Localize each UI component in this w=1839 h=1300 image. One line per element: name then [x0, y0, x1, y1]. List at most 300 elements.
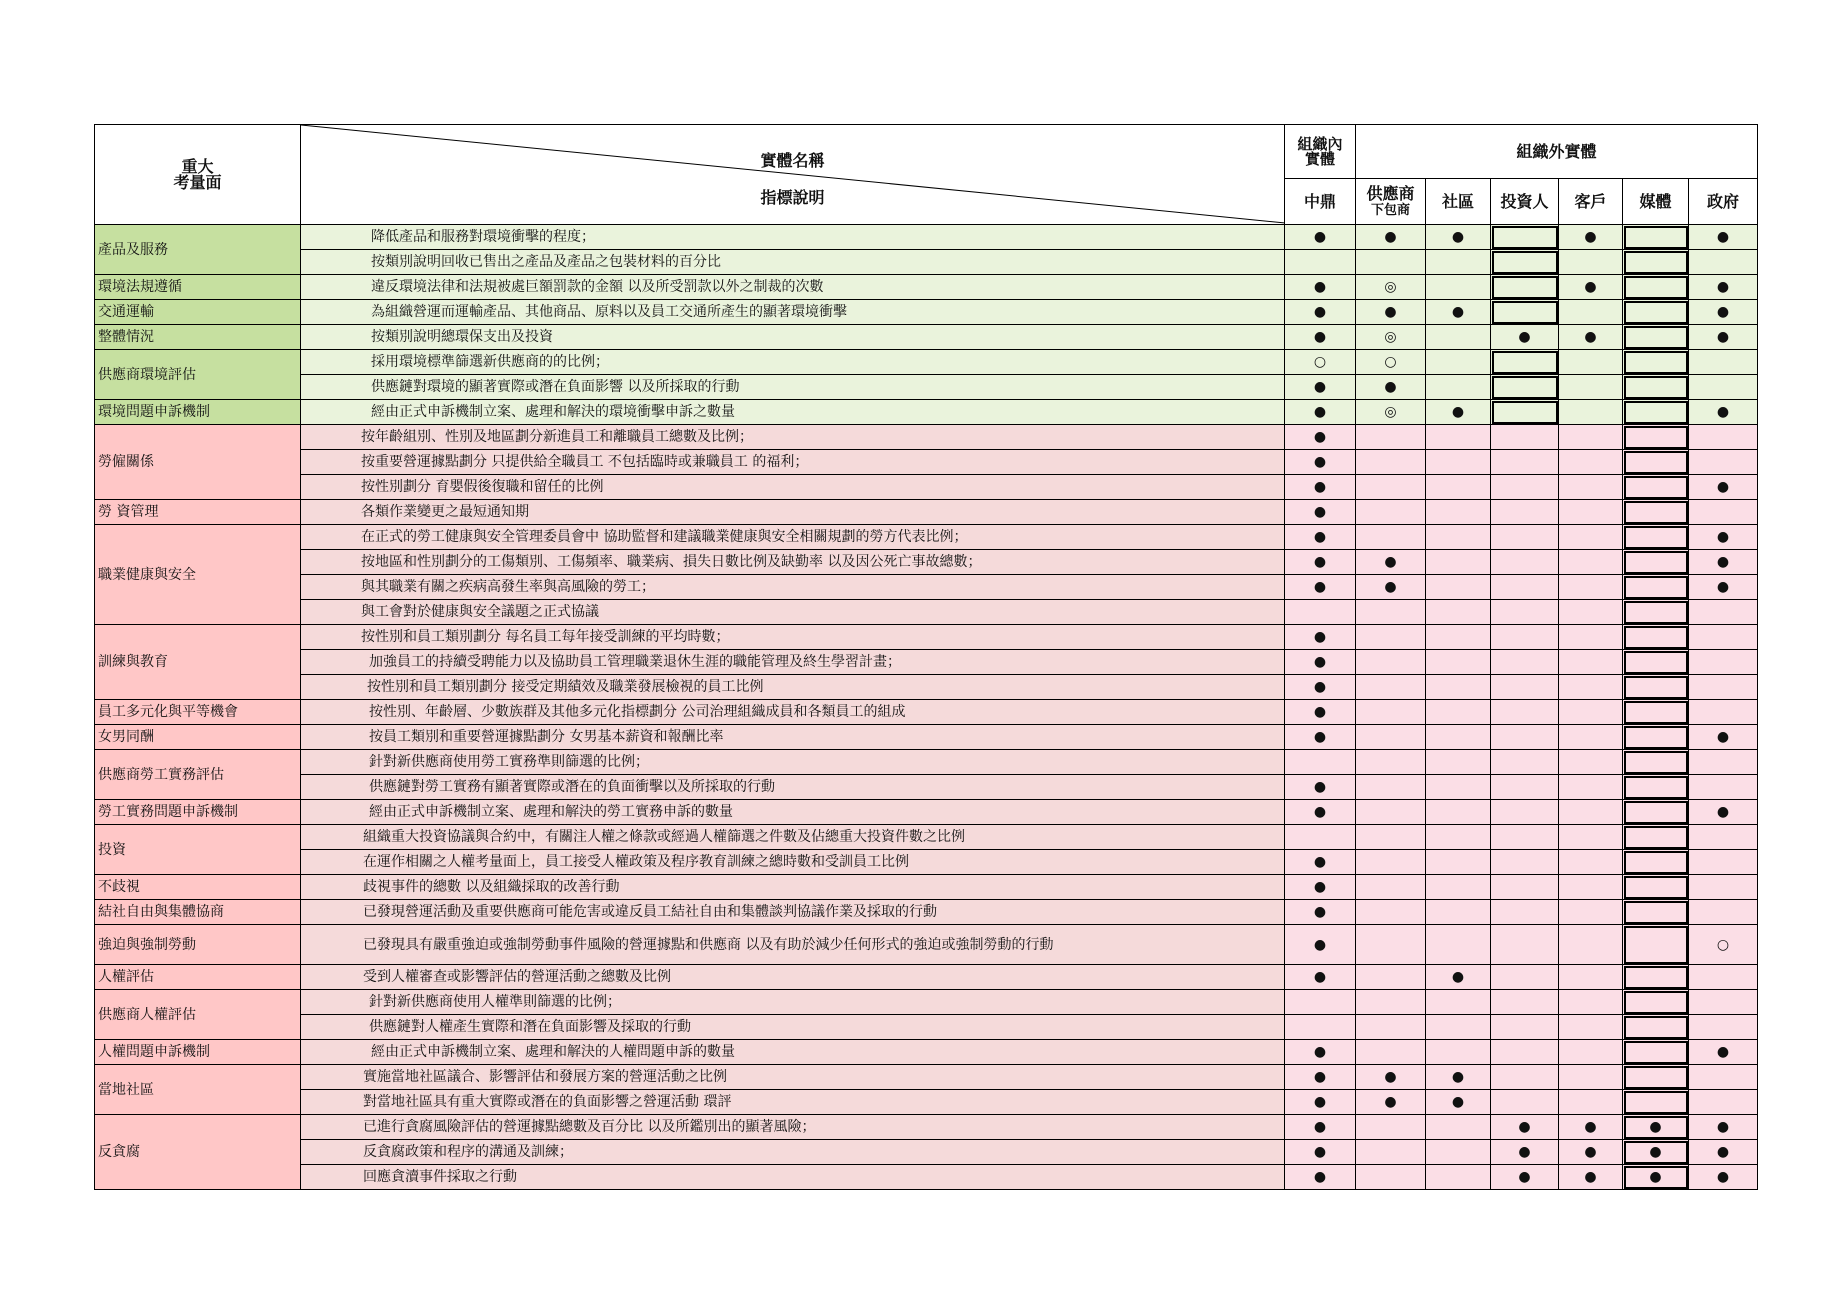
- mark-cell: [1689, 675, 1758, 700]
- mark-cell: [1559, 425, 1623, 450]
- mark-cell: ●: [1426, 1065, 1491, 1090]
- indicator-cell: 經由正式申訴機制立案、處理和解決的勞工實務申訴的數量: [301, 800, 1285, 825]
- mark-cell: [1689, 625, 1758, 650]
- mark-cell: [1623, 775, 1689, 800]
- mark-cell: [1623, 375, 1689, 400]
- table-row: [95, 225, 1758, 250]
- mark-cell: [1623, 700, 1689, 725]
- mark-cell: [1559, 875, 1623, 900]
- mark-cell: [1689, 425, 1758, 450]
- mark-cell: ◎: [1356, 325, 1426, 350]
- aspect-cell: 投資: [95, 825, 301, 875]
- indicator-cell: 歧視事件的總數 以及組織採取的改善行動: [301, 875, 1285, 900]
- indicator-cell: 各類作業變更之最短通知期: [301, 500, 1285, 525]
- mark-cell: [1689, 850, 1758, 875]
- mark-cell: [1623, 650, 1689, 675]
- mark-cell: [1356, 500, 1426, 525]
- mark-cell: [1491, 475, 1559, 500]
- mark-cell: [1491, 450, 1559, 475]
- table-row: [95, 1065, 1758, 1090]
- mark-cell: [1559, 550, 1623, 575]
- mark-cell: [1426, 625, 1491, 650]
- mark-cell: [1689, 450, 1758, 475]
- col-header-government: 政府: [1689, 179, 1758, 225]
- mark-cell: [1426, 375, 1491, 400]
- mark-cell: [1559, 625, 1623, 650]
- indicator-cell: 為組織營運而運輸產品、其他商品、原料以及員工交通所產生的顯著環境衝擊: [301, 300, 1285, 325]
- mark-cell: [1356, 650, 1426, 675]
- mark-cell: [1356, 1015, 1426, 1040]
- mark-cell: ●: [1491, 1165, 1559, 1190]
- mark-cell: ●: [1285, 400, 1356, 425]
- mark-cell: [1491, 750, 1559, 775]
- table-row: [95, 450, 1758, 475]
- mark-cell: [1285, 750, 1356, 775]
- aspect-cell: 不歧視: [95, 875, 301, 900]
- mark-cell: ●: [1623, 1165, 1689, 1190]
- mark-cell: [1623, 275, 1689, 300]
- mark-cell: [1623, 600, 1689, 625]
- table-row: [95, 250, 1758, 275]
- indicator-cell: 與工會對於健康與安全議題之正式協議: [301, 600, 1285, 625]
- mark-cell: [1491, 925, 1559, 965]
- table-row: [95, 400, 1758, 425]
- mark-cell: ●: [1285, 1140, 1356, 1165]
- mark-cell: [1491, 775, 1559, 800]
- mark-cell: [1426, 1140, 1491, 1165]
- indicator-cell: 在正式的勞工健康與安全管理委員會中 協助監督和建議職業健康與安全相關規劃的勞方代表比例；: [301, 525, 1285, 550]
- mark-cell: [1426, 250, 1491, 275]
- table-row: [95, 600, 1758, 625]
- mark-cell: ●: [1285, 275, 1356, 300]
- aspect-cell: 環境問題申訴機制: [95, 400, 301, 425]
- table-row: [95, 1115, 1758, 1140]
- mark-cell: [1491, 990, 1559, 1015]
- mark-cell: [1491, 625, 1559, 650]
- mark-cell: ●: [1285, 450, 1356, 475]
- col-header-supplier: [1356, 179, 1426, 225]
- mark-cell: [1426, 1165, 1491, 1190]
- table-row: [95, 925, 1758, 965]
- mark-cell: ●: [1689, 550, 1758, 575]
- mark-cell: ●: [1689, 225, 1758, 250]
- mark-cell: [1689, 750, 1758, 775]
- indicator-cell: 實施當地社區議合、影響評估和發展方案的營運活動之比例: [301, 1065, 1285, 1090]
- aspect-cell: 供應商勞工實務評估: [95, 750, 301, 800]
- mark-cell: ●: [1689, 275, 1758, 300]
- mark-cell: [1623, 850, 1689, 875]
- mark-cell: [1426, 1015, 1491, 1040]
- mark-cell: ●: [1689, 325, 1758, 350]
- mark-cell: ●: [1285, 575, 1356, 600]
- mark-cell: ●: [1356, 575, 1426, 600]
- mark-cell: [1356, 850, 1426, 875]
- mark-cell: [1689, 965, 1758, 990]
- table-row: [95, 775, 1758, 800]
- mark-cell: ●: [1285, 900, 1356, 925]
- aspect-cell: 供應商人權評估: [95, 990, 301, 1040]
- table-row: [95, 525, 1758, 550]
- mark-cell: [1491, 875, 1559, 900]
- mark-cell: [1426, 425, 1491, 450]
- table-row: [95, 1040, 1758, 1065]
- indicator-cell: 按性別和員工類別劃分 每名員工每年接受訓練的平均時數；: [301, 625, 1285, 650]
- mark-cell: ●: [1285, 675, 1356, 700]
- mark-cell: [1491, 1065, 1559, 1090]
- mark-cell: [1356, 1040, 1426, 1065]
- mark-cell: [1491, 225, 1559, 250]
- indicator-cell: 受到人權審查或影響評估的營運活動之總數及比例: [301, 965, 1285, 990]
- mark-cell: ●: [1426, 1090, 1491, 1115]
- mark-cell: ●: [1356, 1065, 1426, 1090]
- mark-cell: [1491, 700, 1559, 725]
- external-entity-header: 組織外實體: [1356, 125, 1758, 179]
- mark-cell: [1356, 250, 1426, 275]
- mark-cell: [1623, 225, 1689, 250]
- mark-cell: [1491, 250, 1559, 275]
- mark-cell: ●: [1285, 325, 1356, 350]
- aspect-cell: 人權評估: [95, 965, 301, 990]
- mark-cell: [1426, 750, 1491, 775]
- table-row: [95, 275, 1758, 300]
- mark-cell: [1426, 475, 1491, 500]
- table-row: [95, 725, 1758, 750]
- indicator-cell: 已發現營運活動及重要供應商可能危害或違反員工結社自由和集體談判協議作業及採取的行動: [301, 900, 1285, 925]
- mark-cell: [1559, 525, 1623, 550]
- mark-cell: [1623, 800, 1689, 825]
- mark-cell: [1491, 525, 1559, 550]
- table-row: [95, 875, 1758, 900]
- aspect-cell: 產品及服務: [95, 225, 301, 275]
- aspect-header-line1: 重大: [181, 156, 214, 176]
- mark-cell: [1426, 600, 1491, 625]
- mark-cell: [1689, 700, 1758, 725]
- mark-cell: ●: [1559, 1115, 1623, 1140]
- indicator-cell: 在運作相關之人權考量面上，員工接受人權政策及程序教育訓練之總時數和受訓員工比例: [301, 850, 1285, 875]
- mark-cell: [1559, 750, 1623, 775]
- mark-cell: [1356, 1140, 1426, 1165]
- table-row: [95, 350, 1758, 375]
- mark-cell: [1623, 1015, 1689, 1040]
- mark-cell: ●: [1285, 500, 1356, 525]
- mark-cell: [1623, 575, 1689, 600]
- mark-cell: [1356, 475, 1426, 500]
- mark-cell: [1356, 750, 1426, 775]
- mark-cell: [1559, 350, 1623, 375]
- table-row: [95, 625, 1758, 650]
- table-row: [95, 990, 1758, 1015]
- mark-cell: ●: [1356, 550, 1426, 575]
- mark-cell: ●: [1285, 875, 1356, 900]
- aspect-cell: 女男同酬: [95, 725, 301, 750]
- mark-cell: [1559, 925, 1623, 965]
- aspect-cell: 交通運輸: [95, 300, 301, 325]
- mark-cell: [1689, 350, 1758, 375]
- mark-cell: [1356, 525, 1426, 550]
- mark-cell: [1491, 575, 1559, 600]
- mark-cell: [1559, 825, 1623, 850]
- mark-cell: [1426, 350, 1491, 375]
- mark-cell: ●: [1285, 650, 1356, 675]
- col-header-investor: 投資人: [1491, 179, 1559, 225]
- mark-cell: [1491, 600, 1559, 625]
- indicator-cell: 按員工類別和重要營運據點劃分 女男基本薪資和報酬比率: [301, 725, 1285, 750]
- mark-cell: [1491, 400, 1559, 425]
- entity-name-label: 實體名稱: [760, 151, 825, 170]
- table-row: [95, 1165, 1758, 1190]
- diagonal-header: [301, 125, 1285, 225]
- mark-cell: [1559, 775, 1623, 800]
- mark-cell: [1491, 1040, 1559, 1065]
- table-row: [95, 965, 1758, 990]
- mark-cell: ●: [1285, 1115, 1356, 1140]
- mark-cell: [1491, 550, 1559, 575]
- aspect-header-line2: 考量面: [173, 172, 222, 192]
- supplier-label: 供應商: [1366, 184, 1415, 203]
- mark-cell: ●: [1559, 1165, 1623, 1190]
- aspect-cell: 當地社區: [95, 1065, 301, 1115]
- mark-cell: [1285, 250, 1356, 275]
- mark-cell: [1689, 1090, 1758, 1115]
- mark-cell: [1426, 500, 1491, 525]
- mark-cell: ○: [1356, 350, 1426, 375]
- mark-cell: [1356, 775, 1426, 800]
- mark-cell: [1623, 825, 1689, 850]
- internal-line2: 實體: [1304, 149, 1335, 168]
- mark-cell: ●: [1285, 725, 1356, 750]
- aspect-header: [95, 125, 301, 225]
- aspect-cell: 勞僱關係: [95, 425, 301, 500]
- aspect-cell: 勞 資管理: [95, 500, 301, 525]
- mark-cell: ●: [1356, 300, 1426, 325]
- mark-cell: [1426, 1040, 1491, 1065]
- mark-cell: ●: [1285, 425, 1356, 450]
- indicator-cell: 經由正式申訴機制立案、處理和解決的人權問題申訴的數量: [301, 1040, 1285, 1065]
- indicator-cell: 按性別和員工類別劃分 接受定期績效及職業發展檢視的員工比例: [301, 675, 1285, 700]
- mark-cell: ●: [1285, 1065, 1356, 1090]
- mark-cell: [1426, 700, 1491, 725]
- indicator-cell: 按年齡組別、性別及地區劃分新進員工和離職員工總數及比例；: [301, 425, 1285, 450]
- table-row: [95, 700, 1758, 725]
- mark-cell: [1623, 875, 1689, 900]
- indicator-cell: 按類別說明回收已售出之產品及產品之包裝材料的百分比: [301, 250, 1285, 275]
- mark-cell: [1689, 650, 1758, 675]
- mark-cell: [1491, 850, 1559, 875]
- col-header-ctci: 中鼎: [1285, 179, 1356, 225]
- mark-cell: ●: [1285, 775, 1356, 800]
- mark-cell: [1426, 675, 1491, 700]
- mark-cell: [1426, 775, 1491, 800]
- diagonal-line: [301, 125, 1285, 225]
- mark-cell: [1491, 1015, 1559, 1040]
- mark-cell: [1623, 250, 1689, 275]
- indicator-cell: 已進行貪腐風險評估的營運據點總數及百分比 以及所鑑別出的顯著風險；: [301, 1115, 1285, 1140]
- mark-cell: [1426, 1115, 1491, 1140]
- mark-cell: [1285, 990, 1356, 1015]
- mark-cell: [1426, 900, 1491, 925]
- mark-cell: ◎: [1356, 275, 1426, 300]
- mark-cell: ◎: [1356, 400, 1426, 425]
- aspect-cell: 反貪腐: [95, 1115, 301, 1190]
- mark-cell: [1623, 325, 1689, 350]
- indicator-cell: 反貪腐政策和程序的溝通及訓練；: [301, 1140, 1285, 1165]
- table-row: [95, 850, 1758, 875]
- mark-cell: [1689, 500, 1758, 525]
- mark-cell: [1623, 400, 1689, 425]
- col-header-customer: 客戶: [1559, 179, 1623, 225]
- mark-cell: [1356, 625, 1426, 650]
- indicator-cell: 供應鏈對環境的顯著實際或潛在負面影響 以及所採取的行動: [301, 375, 1285, 400]
- mark-cell: [1623, 900, 1689, 925]
- table-row: [95, 650, 1758, 675]
- mark-cell: [1356, 875, 1426, 900]
- aspect-cell: 供應商環境評估: [95, 350, 301, 400]
- mark-cell: ●: [1285, 525, 1356, 550]
- mark-cell: [1491, 965, 1559, 990]
- indicator-cell: 經由正式申訴機制立案、處理和解決的環境衝擊申訴之數量: [301, 400, 1285, 425]
- aspect-cell: 整體情況: [95, 325, 301, 350]
- table-row: [95, 475, 1758, 500]
- mark-cell: [1426, 825, 1491, 850]
- mark-cell: ●: [1689, 575, 1758, 600]
- mark-cell: [1356, 825, 1426, 850]
- table-row: [95, 675, 1758, 700]
- mark-cell: [1356, 425, 1426, 450]
- mark-cell: [1491, 425, 1559, 450]
- mark-cell: ●: [1559, 275, 1623, 300]
- mark-cell: ○: [1689, 925, 1758, 965]
- mark-cell: [1426, 650, 1491, 675]
- mark-cell: [1426, 575, 1491, 600]
- mark-cell: [1623, 925, 1689, 965]
- mark-cell: [1623, 300, 1689, 325]
- col-header-community: 社區: [1426, 179, 1491, 225]
- mark-cell: [1559, 1040, 1623, 1065]
- mark-cell: [1491, 900, 1559, 925]
- table-row: [95, 300, 1758, 325]
- mark-cell: [1491, 350, 1559, 375]
- mark-cell: [1623, 1065, 1689, 1090]
- mark-cell: [1559, 450, 1623, 475]
- aspect-cell: 強迫與強制勞動: [95, 925, 301, 965]
- mark-cell: ●: [1285, 625, 1356, 650]
- mark-cell: [1623, 725, 1689, 750]
- mark-cell: [1689, 1015, 1758, 1040]
- mark-cell: ●: [1689, 800, 1758, 825]
- mark-cell: ●: [1559, 225, 1623, 250]
- mark-cell: [1426, 875, 1491, 900]
- mark-cell: [1356, 675, 1426, 700]
- mark-cell: [1559, 600, 1623, 625]
- mark-cell: [1356, 900, 1426, 925]
- mark-cell: [1689, 990, 1758, 1015]
- mark-cell: ●: [1356, 1090, 1426, 1115]
- table-row: [95, 1015, 1758, 1040]
- mark-cell: ●: [1356, 225, 1426, 250]
- mark-cell: [1491, 800, 1559, 825]
- mark-cell: [1689, 375, 1758, 400]
- indicator-cell: 組織重大投資協議與合約中，有關注人權之條款或經過人權篩選之件數及佔總重大投資件數之比例: [301, 825, 1285, 850]
- mark-cell: ●: [1285, 1090, 1356, 1115]
- indicator-cell: 回應貪瀆事件採取之行動: [301, 1165, 1285, 1190]
- mark-cell: [1356, 1165, 1426, 1190]
- indicator-cell: 採用環境標準篩選新供應商的的比例；: [301, 350, 1285, 375]
- mark-cell: [1356, 1115, 1426, 1140]
- indicator-cell: 已發現具有嚴重強迫或強制勞動事件風險的營運據點和供應商 以及有助於減少任何形式的強迫或強制勞動的行動: [301, 925, 1285, 965]
- mark-cell: [1426, 850, 1491, 875]
- mark-cell: ●: [1285, 475, 1356, 500]
- mark-cell: ●: [1689, 1040, 1758, 1065]
- mark-cell: ●: [1285, 925, 1356, 965]
- mark-cell: ●: [1689, 300, 1758, 325]
- mark-cell: [1426, 800, 1491, 825]
- mark-cell: [1426, 450, 1491, 475]
- table-row: [95, 800, 1758, 825]
- mark-cell: ●: [1689, 400, 1758, 425]
- mark-cell: ●: [1426, 300, 1491, 325]
- mark-cell: ●: [1491, 1115, 1559, 1140]
- mark-cell: [1491, 300, 1559, 325]
- table-row: [95, 375, 1758, 400]
- mark-cell: ○: [1285, 350, 1356, 375]
- mark-cell: ●: [1356, 375, 1426, 400]
- mark-cell: [1689, 900, 1758, 925]
- mark-cell: [1623, 550, 1689, 575]
- mark-cell: [1356, 965, 1426, 990]
- mark-cell: [1426, 550, 1491, 575]
- indicator-cell: 按重要營運據點劃分 只提供給全職員工 不包括臨時或兼職員工 的福利；: [301, 450, 1285, 475]
- mark-cell: [1559, 965, 1623, 990]
- mark-cell: [1559, 475, 1623, 500]
- mark-cell: [1559, 1065, 1623, 1090]
- mark-cell: [1426, 990, 1491, 1015]
- aspect-cell: 人權問題申訴機制: [95, 1040, 301, 1065]
- mark-cell: [1559, 400, 1623, 425]
- mark-cell: [1491, 725, 1559, 750]
- mark-cell: [1491, 375, 1559, 400]
- mark-cell: [1356, 600, 1426, 625]
- table-row: [95, 500, 1758, 525]
- mark-cell: [1491, 500, 1559, 525]
- mark-cell: [1623, 500, 1689, 525]
- mark-cell: [1285, 1015, 1356, 1040]
- mark-cell: [1559, 700, 1623, 725]
- table-row: [95, 425, 1758, 450]
- mark-cell: [1689, 825, 1758, 850]
- mark-cell: ●: [1285, 700, 1356, 725]
- mark-cell: [1559, 1015, 1623, 1040]
- mark-cell: ●: [1491, 325, 1559, 350]
- mark-cell: ●: [1285, 300, 1356, 325]
- mark-cell: [1285, 825, 1356, 850]
- mark-cell: [1491, 275, 1559, 300]
- subcontractor-label: 下包商: [1370, 203, 1410, 218]
- mark-cell: [1491, 825, 1559, 850]
- mark-cell: [1426, 275, 1491, 300]
- mark-cell: ●: [1559, 325, 1623, 350]
- mark-cell: [1356, 925, 1426, 965]
- mark-cell: [1623, 1040, 1689, 1065]
- mark-cell: ●: [1689, 1115, 1758, 1140]
- mark-cell: ●: [1426, 965, 1491, 990]
- indicator-cell: 按地區和性別劃分的工傷類別、工傷頻率、職業病、損失日數比例及缺勤率 以及因公死亡事故總數；: [301, 550, 1285, 575]
- table-row: [95, 750, 1758, 775]
- mark-cell: [1559, 1090, 1623, 1115]
- indicator-desc-label: 指標說明: [760, 188, 825, 207]
- table-row: [95, 1090, 1758, 1115]
- mark-cell: ●: [1559, 1140, 1623, 1165]
- mark-cell: [1491, 1090, 1559, 1115]
